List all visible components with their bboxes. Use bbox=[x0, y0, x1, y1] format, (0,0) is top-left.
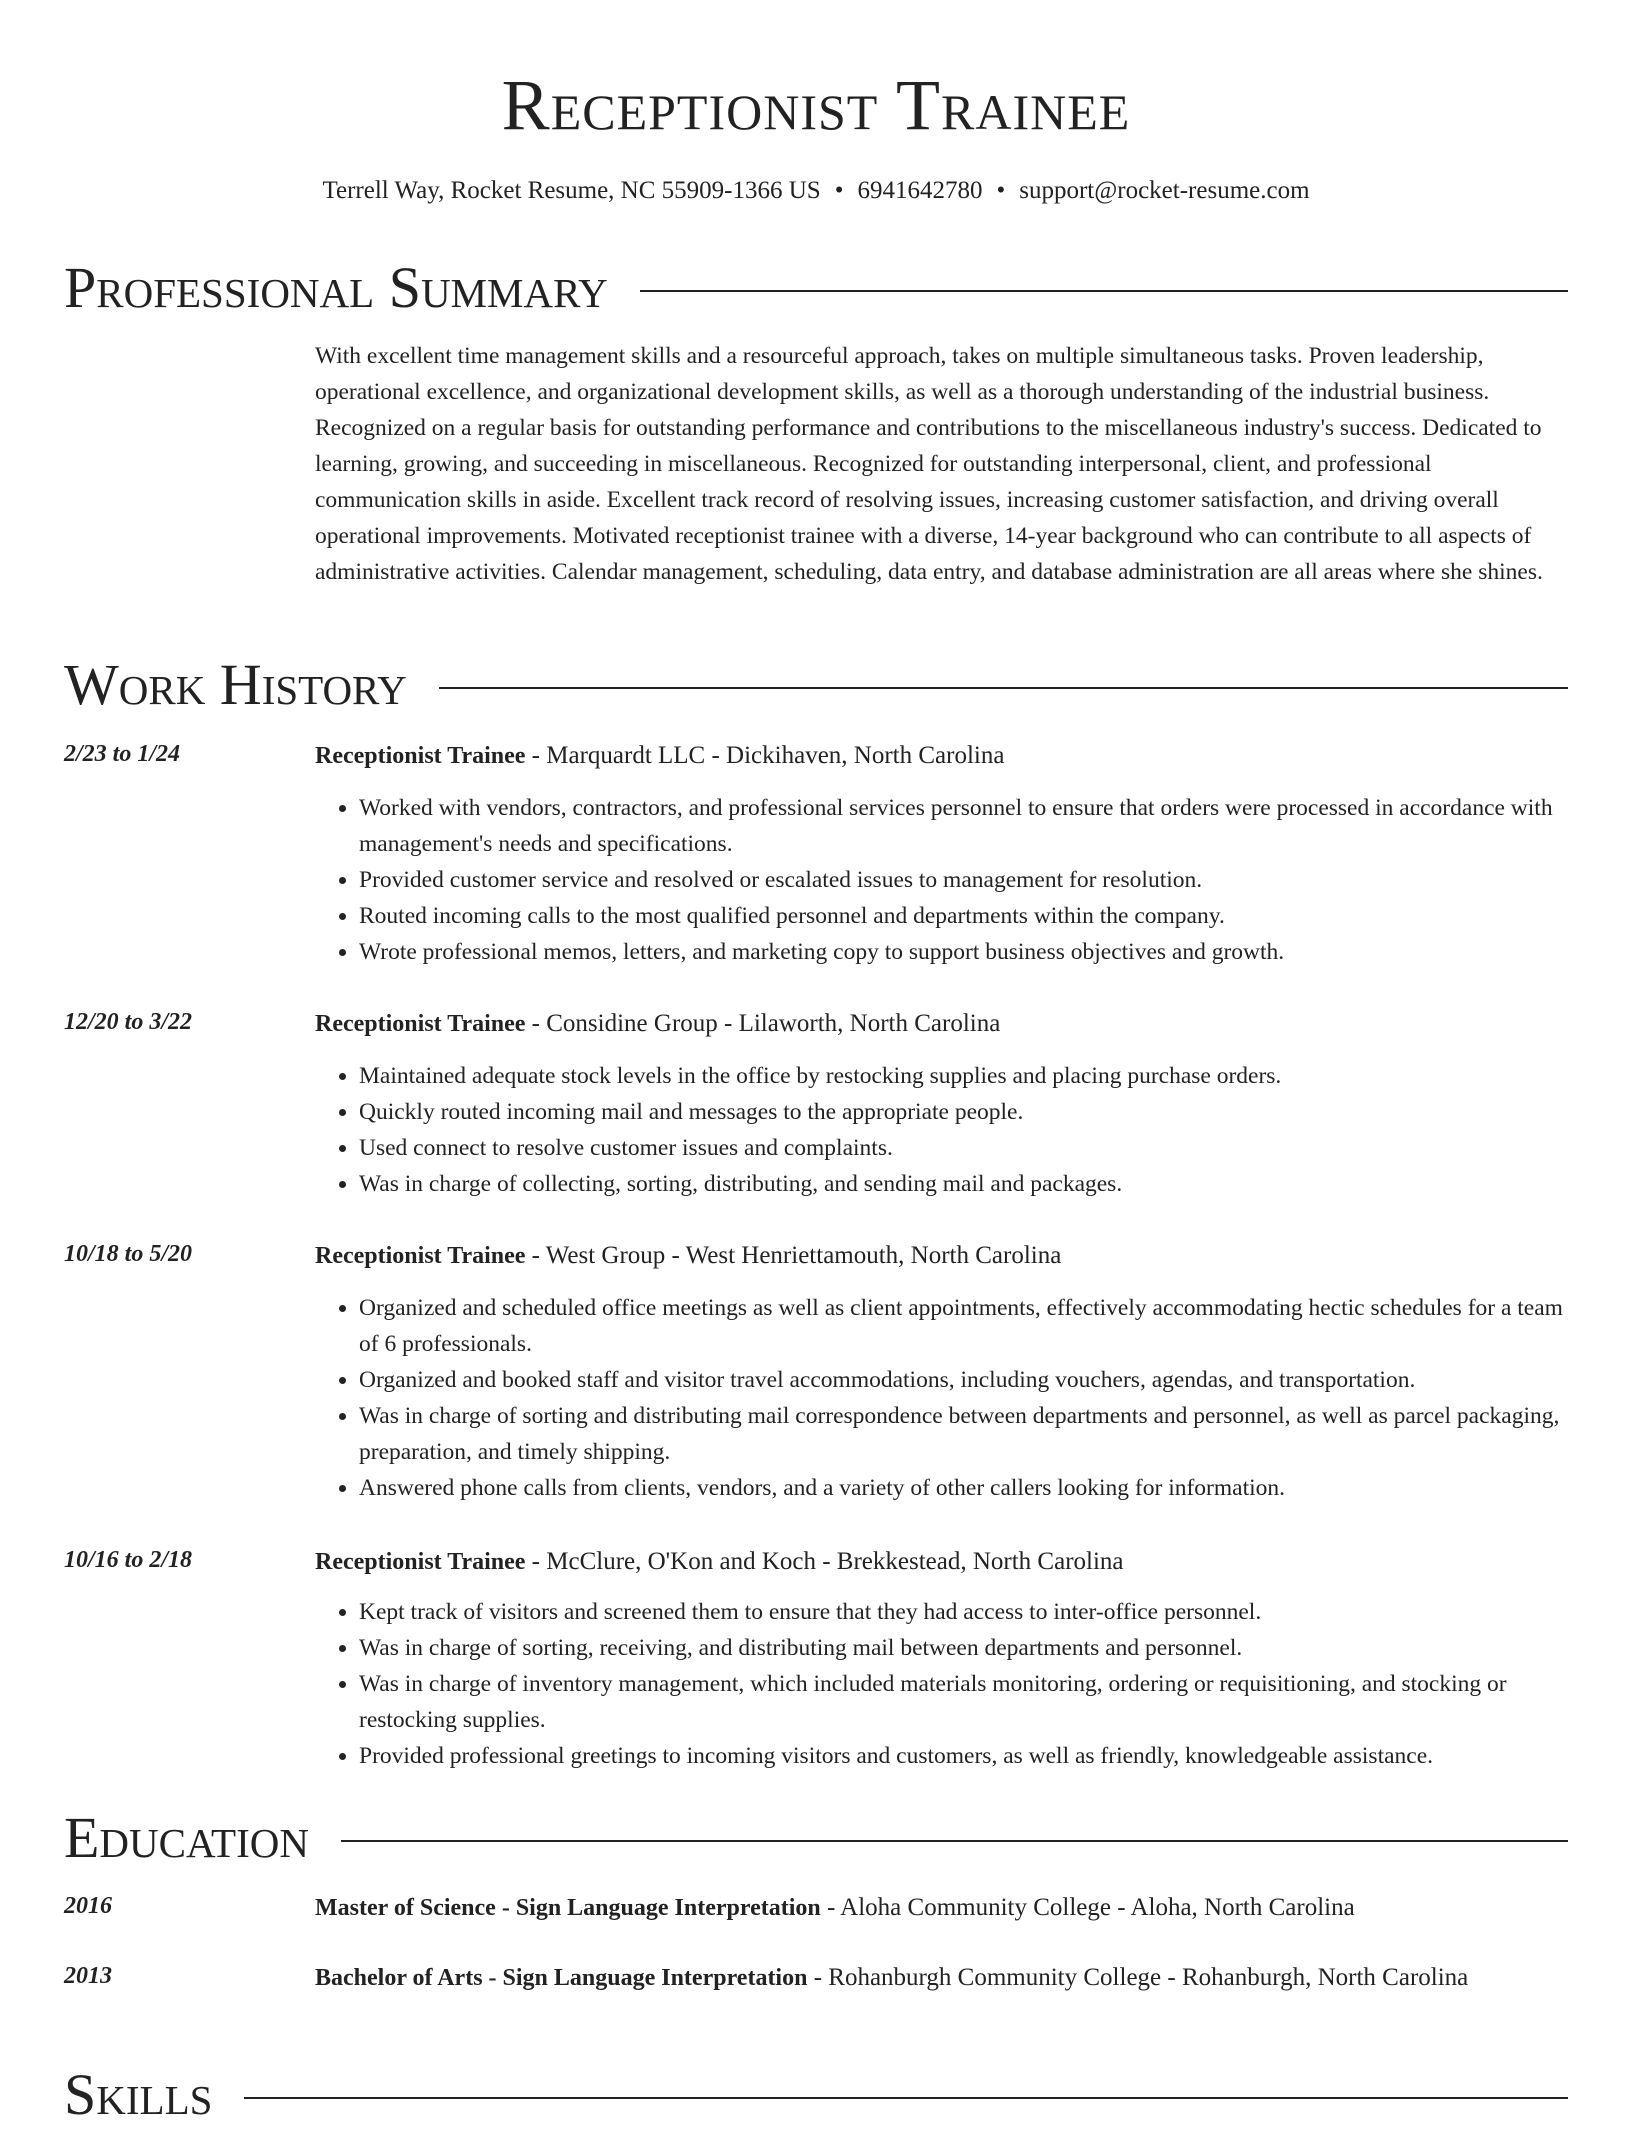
work-dates: 12/20 to 3/22 bbox=[64, 1009, 193, 1035]
work-bullet: • Answered phone calls from clients, vendors, and a variety of other callers looking for information. bbox=[359, 1470, 1568, 1506]
section-title: Professional Summary bbox=[64, 255, 608, 320]
job-details: - Considine Group - Lilaworth, North Carolina bbox=[525, 1010, 1001, 1037]
work-dates: 2/23 to 1/24 bbox=[64, 741, 181, 767]
work-bullets bbox=[315, 1058, 1568, 1202]
education-section-header bbox=[64, 1803, 1568, 1873]
work-bullet: • Organized and booked staff and visitor travel accommodations, including vouchers, agendas, and transportation. bbox=[359, 1362, 1568, 1398]
contact-line bbox=[0, 174, 1632, 208]
resume-name: Receptionist Trainee bbox=[501, 65, 1131, 145]
work-bullets bbox=[315, 1290, 1568, 1506]
job-details: - West Group - West Henriettamouth, North Carolina bbox=[525, 1242, 1062, 1269]
section-divider bbox=[640, 290, 1568, 292]
work-title-line bbox=[315, 736, 1568, 776]
education-year: 2013 bbox=[64, 1963, 112, 1989]
work-bullet: • Was in charge of sorting, receiving, and distributing mail between departments and personnel. bbox=[359, 1630, 1568, 1666]
job-details: - Marquardt LLC - Dickihaven, North Carolina bbox=[525, 742, 1005, 769]
summary-section-header bbox=[64, 253, 1568, 323]
work-bullet: • Kept track of visitors and screened them to ensure that they had access to inter-office personnel. bbox=[359, 1594, 1568, 1630]
school-details: - Rohanburgh Community College - Rohanburgh, North Carolina bbox=[807, 1964, 1469, 1991]
job-title: Receptionist Trainee bbox=[315, 1243, 526, 1269]
work-bullet: • Routed incoming calls to the most qualified personnel and departments within the company. bbox=[359, 898, 1568, 934]
work-bullet: • Was in charge of inventory management, which included materials monitoring, ordering or requisitioning, and stocking or restocking supplies. bbox=[359, 1666, 1568, 1738]
degree: Bachelor of Arts - Sign Language Interpretation bbox=[315, 1965, 808, 1991]
job-title: Receptionist Trainee bbox=[315, 743, 526, 769]
skills-section-header bbox=[64, 2060, 1568, 2130]
degree: Master of Science - Sign Language Interpretation bbox=[315, 1895, 821, 1921]
work-section-header bbox=[64, 650, 1568, 720]
work-bullet: • Used connect to resolve customer issues and complaints. bbox=[359, 1130, 1568, 1166]
section-title: Education bbox=[64, 1805, 309, 1870]
job-details: - McClure, O'Kon and Koch - Brekkestead, North Carolina bbox=[525, 1548, 1124, 1575]
job-title: Receptionist Trainee bbox=[315, 1549, 526, 1575]
education-line bbox=[315, 1958, 1568, 1998]
work-bullets bbox=[315, 790, 1568, 970]
summary-text: With excellent time management skills and a resourceful approach, takes on multiple simultaneous tasks. Proven leadership, operational excellence, and organizational development skills, as well as a thorough understanding of the industrial business. Recognized on a regular basis for outstanding performance and contributions to the miscellaneous industry's success. Dedicated to learning, growing, and succeeding in miscellaneous. Recognized for outstanding interpersonal, client, and professional communication skills in aside. Excellent track record of resolving issues, increasing customer satisfaction, and driving overall operational improvements. Motivated receptionist trainee with a diverse, 14-year background who can contribute to all aspects of administrative activities. Calendar management, scheduling, data entry, and database administration are all areas where she shines. bbox=[315, 343, 1543, 585]
school-details: - Aloha Community College - Aloha, North Carolina bbox=[820, 1894, 1355, 1921]
work-title-line bbox=[315, 1542, 1568, 1582]
contact-email: support@rocket-resume.com bbox=[1019, 177, 1310, 204]
work-bullets bbox=[315, 1594, 1568, 1774]
contact-separator: • bbox=[834, 177, 844, 204]
job-title: Receptionist Trainee bbox=[315, 1011, 526, 1037]
education-line bbox=[315, 1888, 1568, 1928]
contact-phone: 6941642780 bbox=[857, 177, 983, 204]
work-bullet: • Provided professional greetings to incoming visitors and customers, as well as friendly, knowledgeable assistance. bbox=[359, 1738, 1568, 1774]
work-bullet: • Wrote professional memos, letters, and marketing copy to support business objectives and growth. bbox=[359, 934, 1568, 970]
contact-address: Terrell Way, Rocket Resume, NC 55909-1366 US bbox=[322, 177, 821, 204]
work-bullet: • Worked with vendors, contractors, and professional services personnel to ensure that orders were processed in accordance with management's needs and specifications. bbox=[359, 790, 1568, 862]
section-divider bbox=[341, 1840, 1568, 1842]
contact-separator: • bbox=[996, 177, 1006, 204]
work-bullet: • Maintained adequate stock levels in the office by restocking supplies and placing purchase orders. bbox=[359, 1058, 1568, 1094]
section-divider bbox=[244, 2097, 1568, 2099]
section-title: Work History bbox=[64, 652, 407, 717]
education-year: 2016 bbox=[64, 1893, 112, 1919]
work-dates: 10/16 to 2/18 bbox=[64, 1547, 193, 1573]
work-bullet: • Organized and scheduled office meetings as well as client appointments, effectively accommodating hectic schedules for a team of 6 professionals. bbox=[359, 1290, 1568, 1362]
work-bullet: • Was in charge of sorting and distributing mail correspondence between departments and personnel, as well as parcel packaging, preparation, and timely shipping. bbox=[359, 1398, 1568, 1470]
section-title: Skills bbox=[64, 2062, 213, 2127]
work-title-line bbox=[315, 1004, 1568, 1044]
work-dates: 10/18 to 5/20 bbox=[64, 1241, 193, 1267]
work-bullet: • Provided customer service and resolved or escalated issues to management for resolution. bbox=[359, 862, 1568, 898]
work-bullet: • Quickly routed incoming mail and messages to the appropriate people. bbox=[359, 1094, 1568, 1130]
work-title-line bbox=[315, 1236, 1568, 1276]
work-bullet: • Was in charge of collecting, sorting, distributing, and sending mail and packages. bbox=[359, 1166, 1568, 1202]
section-divider bbox=[439, 687, 1568, 689]
